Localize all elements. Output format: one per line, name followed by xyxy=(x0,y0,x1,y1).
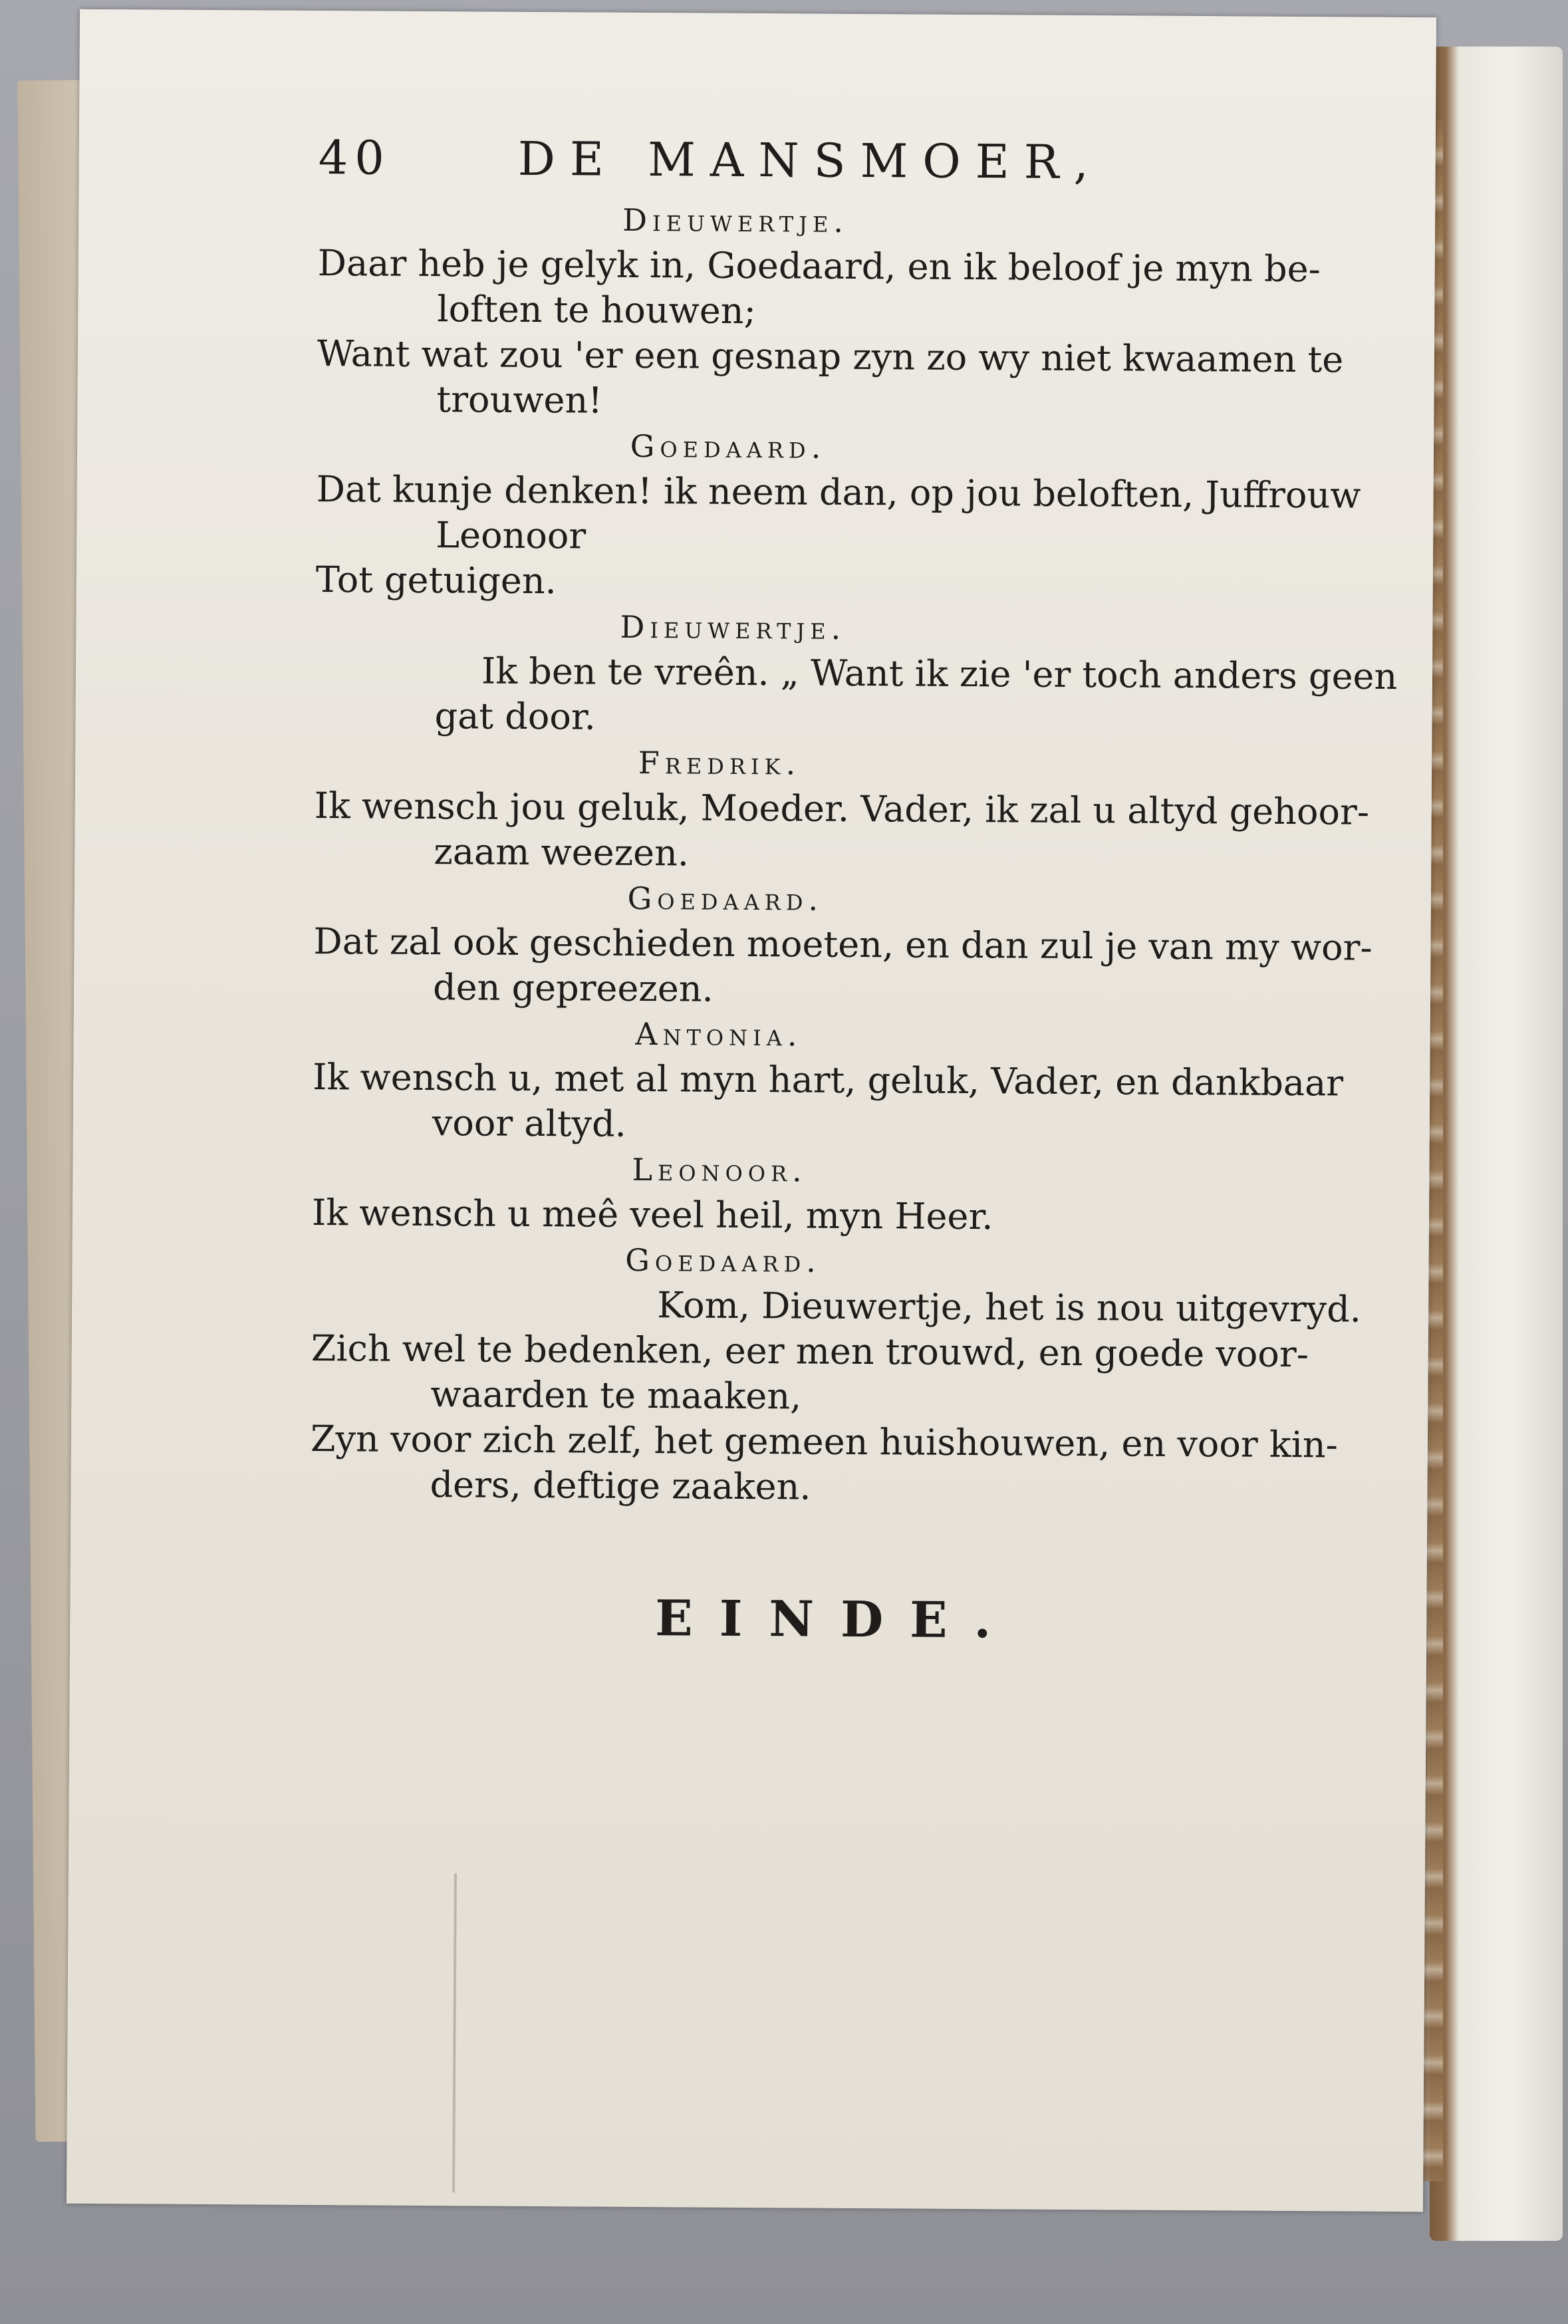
page-number: 40 xyxy=(318,130,392,186)
facing-page-edge xyxy=(1430,47,1563,2241)
running-title: DE MANSMOER, xyxy=(517,131,1104,190)
verse-line: Dat zal ook geschieden moeten, en dan zul je van my wor- xyxy=(313,920,1372,969)
verse-line: ders, deftige zaaken. xyxy=(430,1464,811,1508)
verse-line: Ik ben te vreên. „ Want ik zie 'er toch anders geen xyxy=(481,650,1398,698)
verse-line: trouwen! xyxy=(436,378,603,422)
verse-line: den gepreezen. xyxy=(432,966,714,1010)
verse-line: waarden te maaken, xyxy=(430,1373,802,1418)
speaker-name: Goedaard. xyxy=(630,428,827,465)
verse-line: Zich wel te bedenken, eer men trouwd, en goede voor- xyxy=(311,1327,1309,1376)
speaker-name: Dieuwertje. xyxy=(620,608,847,646)
running-header xyxy=(319,130,1422,190)
closing-word: EINDE. xyxy=(655,1590,1018,1650)
speaker-name: Fredrik. xyxy=(638,744,801,782)
verse-line: voor altyd. xyxy=(432,1102,626,1145)
speaker-name: Goedaard. xyxy=(625,1241,821,1279)
verse-line: loften te houwen; xyxy=(437,288,756,332)
verse-line: Zyn voor zich zelf, het gemeen huishouwen, en voor kin- xyxy=(310,1417,1339,1466)
page-text-block xyxy=(310,130,1422,1650)
verse-line: Ik wensch u meê veel heil, myn Heer. xyxy=(311,1191,993,1238)
verse-line: Ik wensch jou geluk, Moeder. Vader, ik zal u altyd gehoor- xyxy=(314,784,1370,833)
verse-line: Ik wensch u, met al myn hart, geluk, Vader, en dankbaar xyxy=(313,1055,1344,1104)
speaker-name: Antonia. xyxy=(635,1015,803,1053)
verse-line: zaam weezen. xyxy=(434,831,690,874)
verse-line: Tot getuigen. xyxy=(315,558,557,602)
verse-line: gat door. xyxy=(434,695,596,738)
verse-line: Daar heb je gelyk in, Goedaard, en ik beloof je myn be- xyxy=(317,241,1321,291)
verse-line: Kom, Dieuwertje, het is nou uitgevryd. xyxy=(657,1284,1362,1331)
speaker-name: Dieuwertje. xyxy=(622,201,849,239)
book-page xyxy=(66,9,1436,2212)
verse-line: Leonoor xyxy=(436,514,587,557)
speaker-name: Goedaard. xyxy=(627,880,824,918)
speaker-name: Leonoor. xyxy=(632,1151,807,1189)
verse-line: Want wat zou 'er een gesnap zyn zo wy niet kwaamen te xyxy=(317,332,1344,381)
verse-line: Dat kunje denken! ik neem dan, op jou beloften, Juffrouw xyxy=(316,467,1361,517)
